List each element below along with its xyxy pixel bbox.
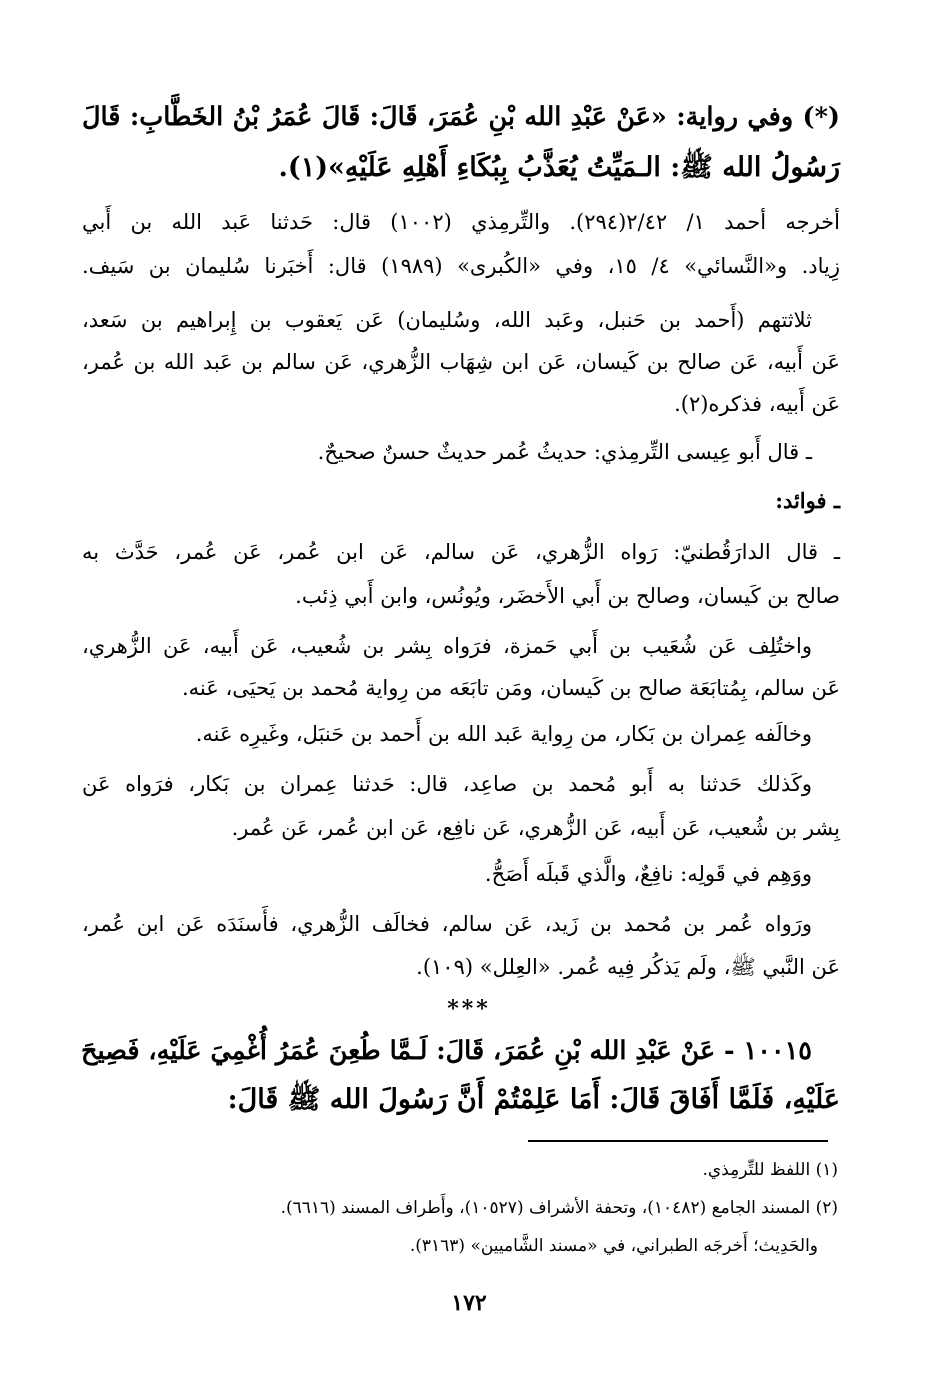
- footnote-2-continued: والحَدِيث؛ أَخرجَه الطبراني، في «مسند الشَّاميين» (٣١٦٣).: [409, 1236, 818, 1256]
- footnote-1: (١) اللفظ للتِّرمِذي.: [702, 1160, 838, 1180]
- fawaid-line-3: واختُلِف عَن شُعَيب بن أَبي حَمزة، فرَواه بِشر بن شُعيب، عَن أَبيه، عَن الزُّهري،: [82, 634, 812, 658]
- fawaid-line-6: وكَذلك حَدثنا به أَبو مُحمد بن صاعِد، قال: حَدثنا عِمران بن بَكار، فرَواه عَن: [82, 772, 812, 796]
- hadith-10015-line-1: ١٠٠١٥ - عَنْ عَبْدِ الله بْنِ عُمَرَ، قَالَ: لَـمَّا طُعِنَ عُمَرُ أُغْمِيَ عَلَيْهِ، فَصِيحَ: [81, 1036, 812, 1066]
- fawaid-line-5: وخالَفه عِمران بن بَكار، من رِواية عَبد الله بن أَحمد بن حَنبَل، وغَيرِه عَنه.: [195, 722, 812, 746]
- fawaid-line-10: عَن النَّبي ﷺ، ولَم يَذكُر فِيه عُمر. «العِلل» (١٠٩).: [416, 955, 840, 979]
- takhrij-line-2: زِياد. و«النَّسائي» ٤/ ١٥، وفي «الكُبرى» (١٩٨٩) قال: أَخبَرنا سُليمان بن سَيف.: [82, 254, 840, 278]
- fawaid-line-8: ووَهِم في قَولِه: نافِعٌ، والَّذي قَبلَه أَصَحُّ.: [484, 862, 812, 886]
- section-separator: ***: [447, 996, 491, 1022]
- takhrij-line-4: عَن أَبيه، عَن صالح بن كَيسان، عَن ابن شِهَاب الزُّهري، عَن سالم بن عَبد الله بن عُمر،: [82, 350, 840, 374]
- footnote-2: (٢) المسند الجامع (١٠٤٨٢)، وتحفة الأشراف (١٠٥٢٧)، وأَطراف المسند (٦٦١٦).: [280, 1198, 838, 1218]
- hadith-variant-line-1: (*) وفي رواية: «عَنْ عَبْدِ الله بْنِ عُمَرَ، قَالَ: قَالَ عُمَرُ بْنُ الخَطَّابِ: قَالَ: [82, 102, 840, 132]
- hadith-variant-line-2: رَسُولُ الله ﷺ: الـمَيِّتُ يُعَذَّبُ بِبُكَاءِ أَهْلِهِ عَلَيْهِ»(١).: [278, 152, 840, 183]
- footnote-divider: [528, 1140, 828, 1142]
- hadith-10015-line-2: عَلَيْهِ، فَلَمَّا أَفَاقَ قَالَ: أَمَا عَلِمْتُمْ أَنَّ رَسُولَ الله ﷺ قَالَ:: [227, 1084, 840, 1115]
- fawaid-line-2: صالح بن كَيسان، وصالح بن أَبي الأَخضَر، ويُونُس، وابن أَبي ذِئب.: [295, 584, 840, 608]
- fawaid-line-1: ـ قال الدارَقُطنيّ: رَواه الزُّهري، عَن سالم، عَن ابن عُمر، عَن عُمر، حَدَّث به: [82, 540, 840, 564]
- fawaid-line-9: ورَواه عُمر بن مُحمد بن زَيد، عَن سالم، فخالَف الزُّهري، فأَسنَدَه عَن ابن عُمر،: [82, 912, 812, 936]
- fawaid-line-7: بِشر بن شُعيب، عَن أَبيه، عَن الزُّهري، عَن نافِع، عَن ابن عُمر، عَن عُمر.: [231, 816, 840, 840]
- takhrij-line-1: أخرجه أحمد ١/ ٢/٤٢(٢٩٤). والتِّرمِذي (١٠٠٢) قال: حَدثنا عَبد الله بن أَبي: [82, 210, 840, 234]
- fawaid-line-4: عَن سالم، بِمُتابَعَة صالح بن كَيسان، ومَن تابَعَه من رِواية مُحمد بن يَحيَى، عَنه.: [181, 676, 840, 700]
- takhrij-line-5: عَن أَبيه، فذكره(٢).: [674, 392, 840, 416]
- fawaid-heading: ـ فوائد:: [775, 488, 840, 513]
- page-number: ١٧٢: [451, 1290, 487, 1316]
- tirmidhi-grading: ـ قال أَبو عِيسى التِّرمِذي: حديثُ عُمر حديثٌ حسنٌ صحيحٌ.: [317, 440, 812, 464]
- takhrij-line-3: ثلاثتهم (أَحمد بن حَنبل، وعَبد الله، وسُليمان) عَن يَعقوب بن إِبراهيم بن سَعد،: [82, 308, 812, 332]
